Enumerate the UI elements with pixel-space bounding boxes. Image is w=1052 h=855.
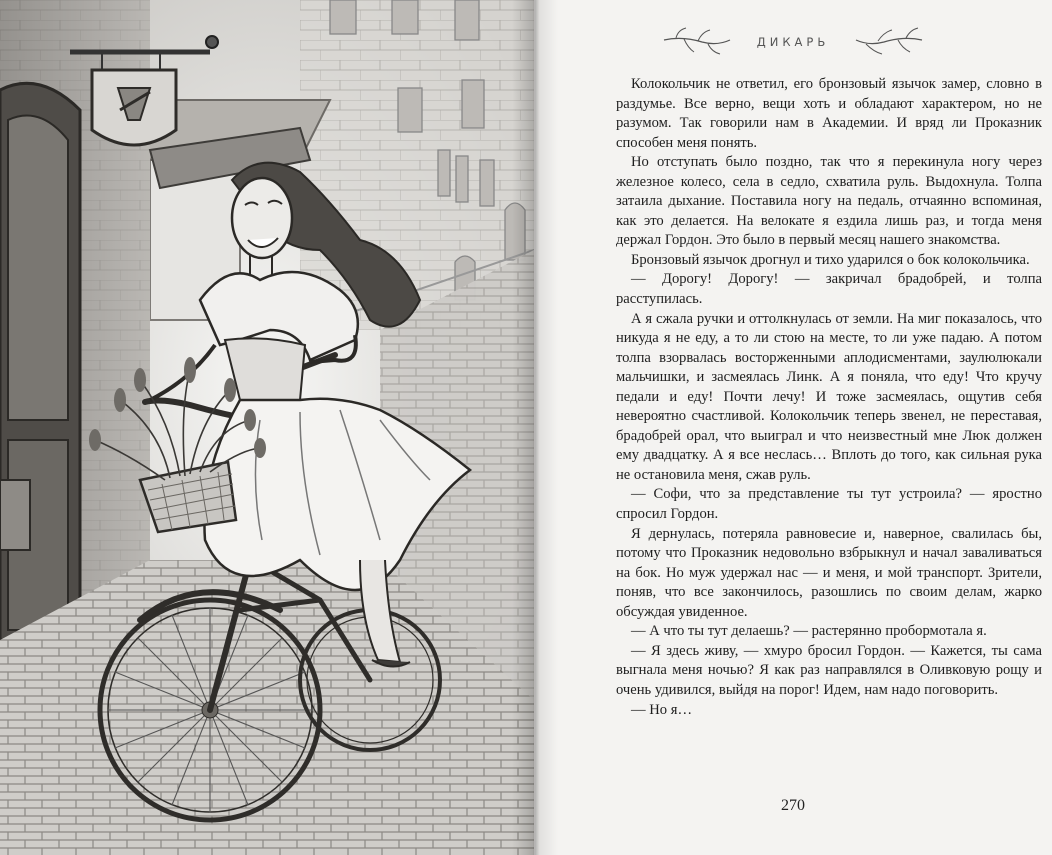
paragraph: — А что ты тут делаешь? — растерянно пробормотала я. xyxy=(631,623,987,640)
paragraph: — Дорогу! Дорогу! — закричал брадобрей, и толпа расступилась. xyxy=(616,271,1042,308)
paragraph: — Но я… xyxy=(631,701,693,718)
page-header xyxy=(534,26,1052,58)
page-number: 270 xyxy=(781,797,805,814)
body-text xyxy=(616,75,1042,720)
paragraph: Колокольчик не ответил, его бронзовый язычок замер, словно в раздумье. Все верно, вещи хоть и обладают характером, но не разумом. Так говорили нам в Академии. И вряд ли Проказник способен меня понять. xyxy=(616,76,1042,151)
paragraph: Я дернулась, потеряла равновесие и, наверное, свалилась бы, потому что Проказник недовольно взбрыкнул и начал заваливаться на бок. Но муж удержал нас — и меня, и мой транспорт. Зрители, поняв, что все закончилось, разошлись по своим делам, жарко обсуждая увиденное. xyxy=(616,525,1042,620)
paragraph: Но отступать было поздно, так что я перекинула ногу через железное колесо, села в седло, схватила руль. Выдохнула. Толпа затаила дыхание. Поставила ногу на педаль, отчаянно вспоминая, как это делается. На велокате я ездила лишь раз, и тогда меня держал Гордон. Это было в первый месяц нашего знакомства. xyxy=(616,154,1042,249)
paragraph: — Я здесь живу, — хмуро бросил Гордон. — Кажется, ты сама выгнала меня ночью? Я как раз направлялся в Оливковую рощу и очень удивился, выйдя на порог! Идем, нам надо поговорить. xyxy=(616,642,1042,698)
paragraph: — Софи, что за представление ты тут устроила? — яростно спросил Гордон. xyxy=(616,486,1042,523)
hairdresser-sign-icon xyxy=(92,70,176,145)
paragraph: Бронзовый язычок дрогнул и тихо ударился о бок колокольчика. xyxy=(631,251,1030,268)
running-title: ДИКАРЬ xyxy=(756,35,830,49)
right-ornament-icon xyxy=(854,26,924,58)
paragraph: А я сжала ручки и оттолкнулась от земли. На миг показалось, что никуда я не еду, а то ли стою на месте, то ли уже падаю. А потом толпа взорвалась восторженными аплодисментами, заулюлюкали мальчишки, и засмеялась Линк. А я поняла, что еду! Что кручу педали и еду! Почти лечу! И тоже засмеялась, ощутив себя невероятно счастливой. Колокольчик теперь звенел, не переставая, брадобрей орал, что выиграл и что неизвестный мне Люк должен ему двадцатку. А я все неслась… Вплоть до того, как сильная рука не остановила меня, сжав руль. xyxy=(616,310,1042,483)
text-page xyxy=(534,0,1052,855)
